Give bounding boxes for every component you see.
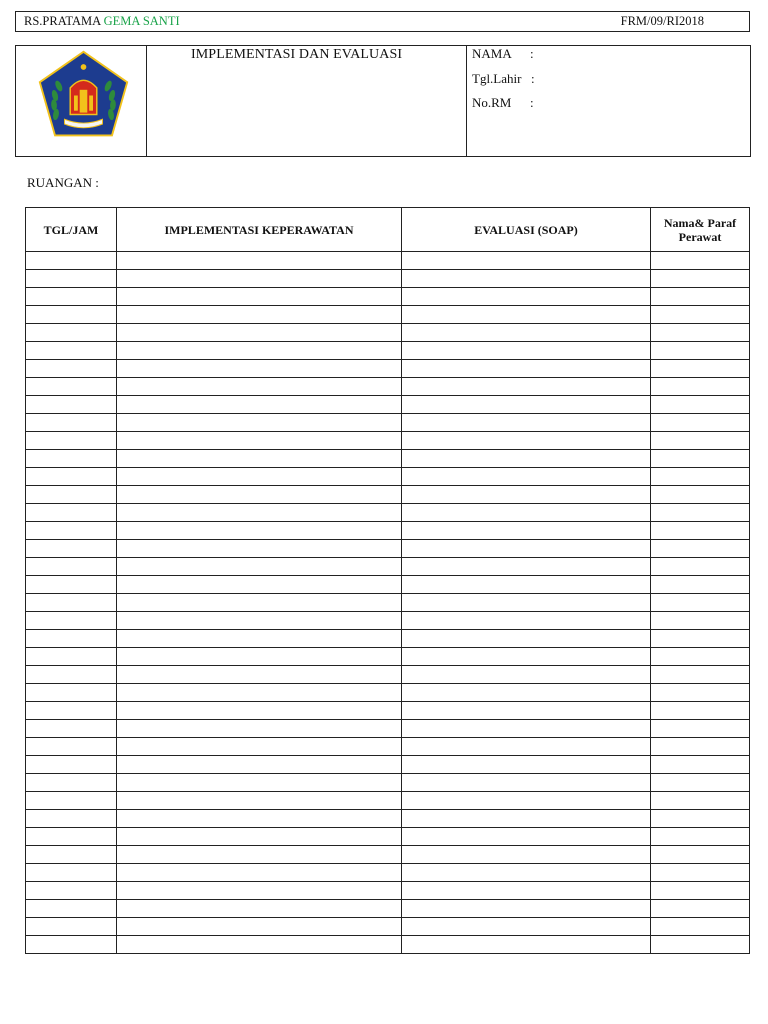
cell-implementasi[interactable] [117, 756, 402, 774]
cell-implementasi[interactable] [117, 666, 402, 684]
cell-evaluasi[interactable] [402, 702, 651, 720]
table-row [26, 864, 750, 882]
cell-evaluasi[interactable] [402, 630, 651, 648]
cell-evaluasi[interactable] [402, 828, 651, 846]
field-tgl-lahir-colon: : [531, 71, 535, 86]
cell-tgl-jam[interactable] [26, 306, 117, 324]
cell-evaluasi[interactable] [402, 846, 651, 864]
cell-nama-paraf[interactable] [651, 936, 750, 954]
cell-evaluasi[interactable] [402, 342, 651, 360]
cell-evaluasi[interactable] [402, 792, 651, 810]
ruangan-label: RUANGAN : [27, 175, 99, 190]
cell-implementasi[interactable] [117, 486, 402, 504]
cell-tgl-jam[interactable] [26, 792, 117, 810]
table-row [26, 918, 750, 936]
cell-evaluasi[interactable] [402, 738, 651, 756]
table-row [26, 738, 750, 756]
cell-nama-paraf[interactable] [651, 720, 750, 738]
form-topbar [15, 11, 750, 32]
cell-tgl-jam[interactable] [26, 576, 117, 594]
cell-tgl-jam[interactable] [26, 846, 117, 864]
cell-implementasi[interactable] [117, 720, 402, 738]
cell-implementasi[interactable] [117, 594, 402, 612]
cell-nama-paraf[interactable] [651, 270, 750, 288]
table-row [26, 612, 750, 630]
cell-evaluasi[interactable] [402, 504, 651, 522]
cell-tgl-jam[interactable] [26, 432, 117, 450]
cell-evaluasi[interactable] [402, 900, 651, 918]
table-row [26, 684, 750, 702]
cell-evaluasi[interactable] [402, 594, 651, 612]
cell-implementasi[interactable] [117, 738, 402, 756]
cell-implementasi[interactable] [117, 324, 402, 342]
table-row [26, 828, 750, 846]
cell-nama-paraf[interactable] [651, 612, 750, 630]
cell-implementasi[interactable] [117, 288, 402, 306]
cell-implementasi[interactable] [117, 270, 402, 288]
table-row [26, 504, 750, 522]
cell-implementasi[interactable] [117, 936, 402, 954]
cell-evaluasi[interactable] [402, 864, 651, 882]
cell-nama-paraf[interactable] [651, 576, 750, 594]
field-nama-colon: : [530, 46, 534, 61]
cell-implementasi[interactable] [117, 918, 402, 936]
cell-nama-paraf[interactable] [651, 540, 750, 558]
cell-evaluasi[interactable] [402, 450, 651, 468]
cell-tgl-jam[interactable] [26, 450, 117, 468]
cell-implementasi[interactable] [117, 648, 402, 666]
table-row [26, 486, 750, 504]
cell-implementasi[interactable] [117, 774, 402, 792]
cell-tgl-jam[interactable] [26, 612, 117, 630]
cell-implementasi[interactable] [117, 540, 402, 558]
table-row [26, 630, 750, 648]
cell-nama-paraf[interactable] [651, 414, 750, 432]
cell-nama-paraf[interactable] [651, 846, 750, 864]
cell-implementasi[interactable] [117, 450, 402, 468]
cell-implementasi[interactable] [117, 432, 402, 450]
cell-evaluasi[interactable] [402, 810, 651, 828]
cell-tgl-jam[interactable] [26, 630, 117, 648]
cell-nama-paraf[interactable] [651, 738, 750, 756]
table-row [26, 324, 750, 342]
cell-implementasi[interactable] [117, 252, 402, 270]
table-row [26, 648, 750, 666]
cell-tgl-jam[interactable] [26, 342, 117, 360]
field-tgl-lahir [472, 71, 535, 87]
hospital-name-highlight: GEMA SANTI [103, 14, 180, 28]
cell-implementasi[interactable] [117, 504, 402, 522]
cell-evaluasi[interactable] [402, 468, 651, 486]
cell-tgl-jam[interactable] [26, 774, 117, 792]
table-row [26, 270, 750, 288]
cell-nama-paraf[interactable] [651, 918, 750, 936]
table-body [26, 252, 750, 954]
cell-tgl-jam[interactable] [26, 648, 117, 666]
regency-crest-icon [36, 48, 131, 143]
cell-evaluasi[interactable] [402, 774, 651, 792]
cell-nama-paraf[interactable] [651, 360, 750, 378]
cell-implementasi[interactable] [117, 360, 402, 378]
cell-tgl-jam[interactable] [26, 504, 117, 522]
table-row [26, 414, 750, 432]
cell-nama-paraf[interactable] [651, 558, 750, 576]
table-row [26, 594, 750, 612]
cell-tgl-jam[interactable] [26, 828, 117, 846]
cell-tgl-jam[interactable] [26, 936, 117, 954]
cell-tgl-jam[interactable] [26, 918, 117, 936]
table-row [26, 900, 750, 918]
table-row [26, 288, 750, 306]
table-header-row [26, 208, 750, 252]
table-row [26, 396, 750, 414]
cell-nama-paraf[interactable] [651, 306, 750, 324]
cell-evaluasi[interactable] [402, 648, 651, 666]
cell-implementasi[interactable] [117, 522, 402, 540]
table-row [26, 522, 750, 540]
cell-nama-paraf[interactable] [651, 774, 750, 792]
cell-tgl-jam[interactable] [26, 738, 117, 756]
cell-tgl-jam[interactable] [26, 810, 117, 828]
form-title: IMPLEMENTASI DAN EVALUASI [191, 47, 403, 62]
cell-evaluasi[interactable] [402, 324, 651, 342]
table-row [26, 342, 750, 360]
table-row [26, 774, 750, 792]
cell-tgl-jam[interactable] [26, 360, 117, 378]
cell-evaluasi[interactable] [402, 684, 651, 702]
cell-evaluasi[interactable] [402, 882, 651, 900]
cell-implementasi[interactable] [117, 792, 402, 810]
table-row [26, 252, 750, 270]
table-row [26, 450, 750, 468]
hospital-name-prefix: RS.PRATAMA [24, 14, 101, 28]
table-row [26, 810, 750, 828]
cell-implementasi[interactable] [117, 882, 402, 900]
cell-evaluasi[interactable] [402, 252, 651, 270]
cell-nama-paraf[interactable] [651, 630, 750, 648]
cell-nama-paraf[interactable] [651, 378, 750, 396]
cell-evaluasi[interactable] [402, 432, 651, 450]
cell-implementasi[interactable] [117, 612, 402, 630]
cell-implementasi[interactable] [117, 468, 402, 486]
cell-tgl-jam[interactable] [26, 324, 117, 342]
cell-nama-paraf[interactable] [651, 324, 750, 342]
cell-evaluasi[interactable] [402, 918, 651, 936]
cell-implementasi[interactable] [117, 702, 402, 720]
form-header [15, 45, 751, 157]
table-row [26, 846, 750, 864]
cell-tgl-jam[interactable] [26, 288, 117, 306]
cell-tgl-jam[interactable] [26, 468, 117, 486]
field-no-rm-colon: : [530, 95, 534, 110]
logo-cell [16, 46, 147, 156]
cell-tgl-jam[interactable] [26, 522, 117, 540]
table-row [26, 720, 750, 738]
cell-tgl-jam[interactable] [26, 684, 117, 702]
cell-tgl-jam[interactable] [26, 414, 117, 432]
cell-nama-paraf[interactable] [651, 828, 750, 846]
cell-nama-paraf[interactable] [651, 666, 750, 684]
cell-nama-paraf[interactable] [651, 756, 750, 774]
cell-tgl-jam[interactable] [26, 720, 117, 738]
cell-evaluasi[interactable] [402, 396, 651, 414]
cell-tgl-jam[interactable] [26, 396, 117, 414]
field-no-rm-label: No.RM [472, 95, 512, 110]
cell-implementasi[interactable] [117, 684, 402, 702]
cell-tgl-jam[interactable] [26, 666, 117, 684]
cell-tgl-jam[interactable] [26, 882, 117, 900]
header-evaluasi: EVALUASI (SOAP) [402, 208, 651, 252]
cell-nama-paraf[interactable] [651, 864, 750, 882]
cell-evaluasi[interactable] [402, 486, 651, 504]
cell-implementasi[interactable] [117, 306, 402, 324]
cell-evaluasi[interactable] [402, 576, 651, 594]
header-nama-paraf: Nama& Paraf Perawat [651, 208, 750, 252]
cell-tgl-jam[interactable] [26, 270, 117, 288]
cell-evaluasi[interactable] [402, 540, 651, 558]
cell-tgl-jam[interactable] [26, 702, 117, 720]
cell-evaluasi[interactable] [402, 522, 651, 540]
table-row [26, 432, 750, 450]
cell-nama-paraf[interactable] [651, 468, 750, 486]
cell-implementasi[interactable] [117, 900, 402, 918]
field-nama-label: NAMA [472, 46, 512, 61]
cell-tgl-jam[interactable] [26, 756, 117, 774]
cell-nama-paraf[interactable] [651, 882, 750, 900]
cell-implementasi[interactable] [117, 342, 402, 360]
cell-evaluasi[interactable] [402, 720, 651, 738]
cell-implementasi[interactable] [117, 576, 402, 594]
cell-implementasi[interactable] [117, 846, 402, 864]
cell-implementasi[interactable] [117, 414, 402, 432]
table-row [26, 882, 750, 900]
cell-nama-paraf[interactable] [651, 522, 750, 540]
cell-nama-paraf[interactable] [651, 504, 750, 522]
title-cell [146, 46, 467, 156]
cell-nama-paraf[interactable] [651, 288, 750, 306]
header-tgl-jam: TGL/JAM [26, 208, 117, 252]
cell-evaluasi[interactable] [402, 288, 651, 306]
cell-tgl-jam[interactable] [26, 378, 117, 396]
cell-tgl-jam[interactable] [26, 486, 117, 504]
cell-implementasi[interactable] [117, 630, 402, 648]
field-no-rm [472, 95, 534, 111]
cell-implementasi[interactable] [117, 828, 402, 846]
cell-nama-paraf[interactable] [651, 702, 750, 720]
cell-implementasi[interactable] [117, 558, 402, 576]
table-row [26, 306, 750, 324]
form-code: FRM/09/RI2018 [620, 14, 704, 28]
cell-implementasi[interactable] [117, 810, 402, 828]
cell-evaluasi[interactable] [402, 360, 651, 378]
cell-evaluasi[interactable] [402, 414, 651, 432]
cell-nama-paraf[interactable] [651, 900, 750, 918]
cell-nama-paraf[interactable] [651, 594, 750, 612]
table-row [26, 540, 750, 558]
cell-nama-paraf[interactable] [651, 450, 750, 468]
table-row [26, 468, 750, 486]
cell-nama-paraf[interactable] [651, 396, 750, 414]
table-row [26, 558, 750, 576]
cell-evaluasi[interactable] [402, 612, 651, 630]
cell-nama-paraf[interactable] [651, 486, 750, 504]
cell-evaluasi[interactable] [402, 306, 651, 324]
cell-tgl-jam[interactable] [26, 594, 117, 612]
cell-nama-paraf[interactable] [651, 810, 750, 828]
table-row [26, 756, 750, 774]
cell-tgl-jam[interactable] [26, 864, 117, 882]
cell-nama-paraf[interactable] [651, 792, 750, 810]
implementation-table [25, 207, 750, 954]
cell-tgl-jam[interactable] [26, 558, 117, 576]
cell-implementasi[interactable] [117, 396, 402, 414]
table-row [26, 378, 750, 396]
cell-evaluasi[interactable] [402, 666, 651, 684]
cell-evaluasi[interactable] [402, 378, 651, 396]
field-tgl-lahir-label: Tgl.Lahir [472, 71, 522, 86]
cell-tgl-jam[interactable] [26, 540, 117, 558]
cell-evaluasi[interactable] [402, 756, 651, 774]
table-row [26, 936, 750, 954]
cell-nama-paraf[interactable] [651, 252, 750, 270]
hospital-name [24, 12, 180, 31]
table-row [26, 576, 750, 594]
header-implementasi: IMPLEMENTASI KEPERAWATAN [117, 208, 402, 252]
cell-nama-paraf[interactable] [651, 432, 750, 450]
cell-implementasi[interactable] [117, 864, 402, 882]
table-row [26, 702, 750, 720]
cell-evaluasi[interactable] [402, 558, 651, 576]
cell-nama-paraf[interactable] [651, 648, 750, 666]
cell-nama-paraf[interactable] [651, 684, 750, 702]
cell-tgl-jam[interactable] [26, 252, 117, 270]
cell-nama-paraf[interactable] [651, 342, 750, 360]
field-nama [472, 46, 534, 62]
cell-implementasi[interactable] [117, 378, 402, 396]
table-row [26, 360, 750, 378]
table-row [26, 792, 750, 810]
cell-tgl-jam[interactable] [26, 900, 117, 918]
cell-evaluasi[interactable] [402, 936, 651, 954]
table-row [26, 666, 750, 684]
cell-evaluasi[interactable] [402, 270, 651, 288]
